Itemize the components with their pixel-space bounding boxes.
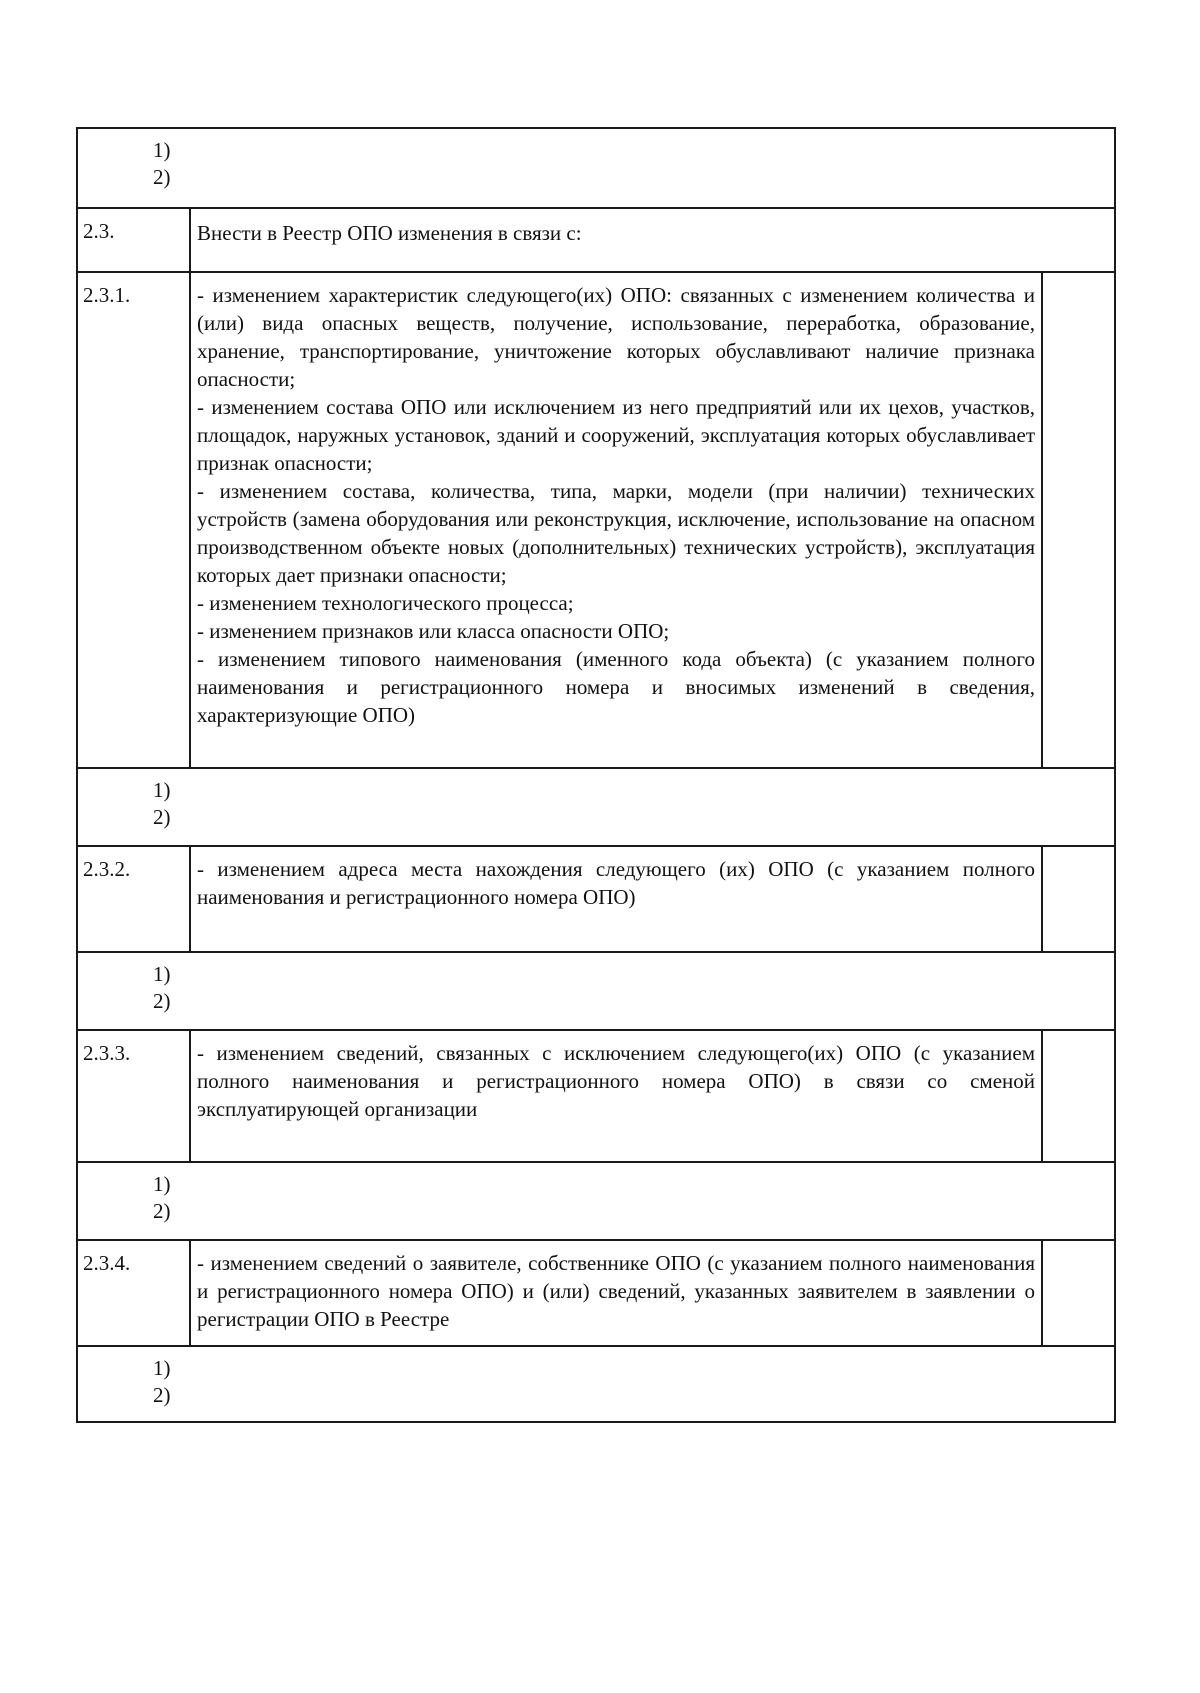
list-row-2-3-3 [78,1161,1114,1239]
row-2-3-3 [78,1029,1114,1161]
list-item: 2) [153,989,171,1013]
list-row-2-3-2 [78,951,1114,1029]
opo-changes-table [76,127,1116,1423]
list-item: 2) [153,805,171,829]
list-item: 1) [153,778,171,802]
list-row-2-3-1 [78,767,1114,845]
item-number: 2.3. [78,209,191,271]
change-clause: - изменением технологического процесса; [197,591,574,615]
change-clause: - изменением состава, количества, типа, марки, модели (при наличии) технических устройств (замена оборудования или реконструкция, исключение, использование на опасном производственном объекте новых (дополнительных) технических устройств), эксплуатация которых дает признаки опасности; [197,479,1035,587]
change-clause: - изменением типового наименования (именного кода объекта) (с указанием полного наименования и регистрационного номера и вносимых изменений в сведения, характеризующие ОПО) [197,647,1035,727]
row-2-3-1 [78,271,1114,767]
list-row-2-3-4 [78,1345,1114,1421]
mark-cell[interactable] [1041,1031,1114,1161]
change-clause: - изменением характеристик следующего(их) ОПО: связанных с изменением количества и (или) вида опасных веществ, получение, использование, переработка, образование, хранение, транспортирование, уничтожение которых обуславливают наличие признака опасности; [197,283,1035,391]
list-item: 2) [153,1199,171,1223]
row-2-3 [78,207,1114,271]
item-number: 2.3.4. [78,1241,191,1345]
list-item: 1) [153,962,171,986]
list-item: 2) [153,165,171,189]
item-description: - изменением адреса места нахождения следующего (их) ОПО (с указанием полного наименования и регистрационного номера ОПО) [197,857,1035,909]
section-heading: Внести в Реестр ОПО изменения в связи с: [197,221,582,245]
list-item: 1) [153,138,171,162]
row-2-3-2 [78,845,1114,951]
item-description [191,273,1041,767]
item-description: - изменением сведений, связанных с исключением следующего(их) ОПО (с указанием полного наименования и регистрационного номера ОПО) в связи со сменой эксплуатирующей организации [197,1041,1035,1121]
item-number: 2.3.3. [78,1031,191,1161]
item-number: 2.3.2. [78,847,191,951]
mark-cell[interactable] [1041,1241,1114,1345]
row-2-3-4 [78,1239,1114,1345]
change-clause: - изменением состава ОПО или исключением из него предприятий или их цехов, участков, площадок, наружных установок, зданий и сооружений, эксплуатация которых обуславливает признак опасности; [197,395,1035,475]
list-row-top [78,129,1114,207]
mark-cell[interactable] [1041,273,1114,767]
list-item: 1) [153,1356,171,1380]
item-number: 2.3.1. [78,273,191,767]
list-item: 2) [153,1383,171,1407]
list-item: 1) [153,1172,171,1196]
mark-cell[interactable] [1041,847,1114,951]
item-description: - изменением сведений о заявителе, собственнике ОПО (с указанием полного наименования и регистрационного номера ОПО) и (или) сведений, указанных заявителем в заявлении о регистрации ОПО в Реестре [197,1251,1035,1331]
change-clause: - изменением признаков или класса опасности ОПО; [197,619,670,643]
